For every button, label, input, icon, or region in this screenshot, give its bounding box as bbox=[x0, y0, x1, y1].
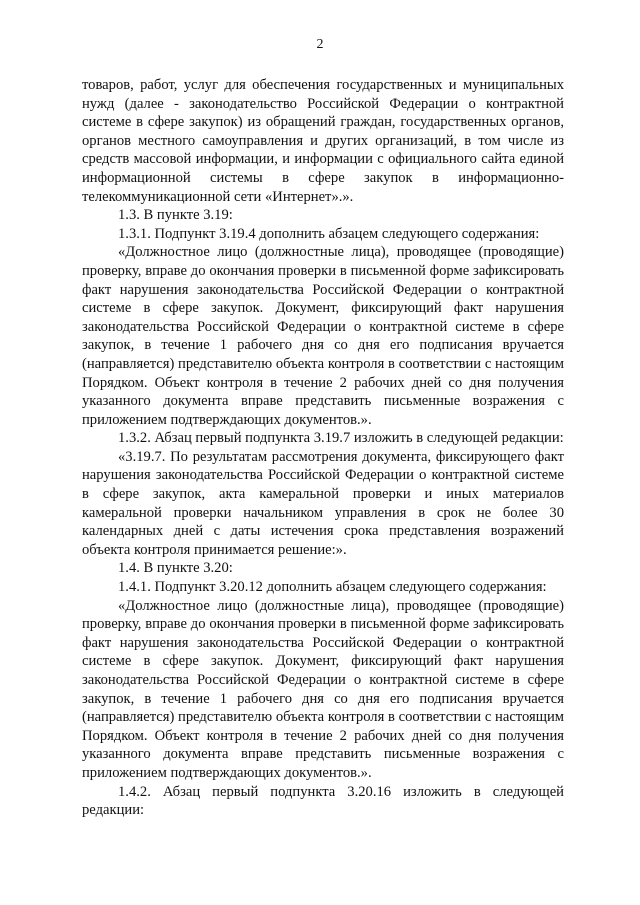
document-body bbox=[82, 76, 564, 820]
paragraph-item-1-3-2: 1.3.2. Абзац первый подпункта 3.19.7 изложить в следующей редакции: bbox=[118, 430, 564, 447]
paragraph-quote-3-19-4: «Должностное лицо (должностные лица), проводящее (проводящие) проверку, вправе до окончания проверки в письменной форме зафиксировать факт нарушения законодательства Российской Федерации о контрактной системе в сфере закупок. Документ, фиксирующий факт нарушения законодательства Российской Федерации о контрактной системе в сфере закупок, в течение 1 рабочего дня со дня его подписания вручается (направляется) представителю объекта контроля в соответствии с настоящим Порядком. Объект контроля в течение 2 рабочих дней со дня получения указанного документа вправе представить письменные возражения с приложением подтверждающих документов.». bbox=[82, 244, 564, 428]
paragraph-item-1-4: 1.4. В пункте 3.20: bbox=[118, 560, 233, 577]
paragraph-quote-3-20-12: «Должностное лицо (должностные лица), проводящее (проводящие) проверку, вправе до окончания проверки в письменной форме зафиксировать факт нарушения законодательства Российской Федерации о контрактной системе в сфере закупок. Документ, фиксирующий факт нарушения законодательства Российской Федерации о контрактной системе в сфере закупок, в течение 1 рабочего дня со дня его подписания вручается (направляется) представителю объекта контроля в соответствии с настоящим Порядком. Объект контроля в течение 2 рабочих дней со дня получения указанного документа вправе представить письменные возражения с приложением подтверждающих документов.». bbox=[82, 597, 564, 781]
paragraph-quote-3-19-7: «3.19.7. По результатам рассмотрения документа, фиксирующего факт нарушения законодательства Российской Федерации о контрактной системе в сфере закупок, акта камеральной проверки и иных материалов камеральной проверки начальником управления в срок не более 30 календарных дней с даты истечения срока представления возражений объекта контроля принимается решение:». bbox=[82, 448, 564, 558]
paragraph-item-1-4-2: 1.4.2. Абзац первый подпункта 3.20.16 изложить в следующей редакции: bbox=[82, 783, 564, 819]
paragraph-item-1-3: 1.3. В пункте 3.19: bbox=[118, 207, 233, 224]
paragraph-continuation: товаров, работ, услуг для обеспечения государственных и муниципальных нужд (далее - законодательство Российской Федерации о контрактной системе в сфере закупок) из обращений граждан, государственных органов, органов местного самоуправления и других организаций, в том числе из средств массовой информации, и информации с официального сайта единой информационной системы в сфере закупок в информационно-телекоммуникационной сети «Интернет».». bbox=[82, 77, 564, 205]
page-number: 2 bbox=[316, 37, 324, 52]
paragraph-item-1-3-1: 1.3.1. Подпункт 3.19.4 дополнить абзацем следующего содержания: bbox=[118, 225, 540, 242]
paragraph-item-1-4-1: 1.4.1. Подпункт 3.20.12 дополнить абзацем следующего содержания: bbox=[118, 579, 547, 596]
